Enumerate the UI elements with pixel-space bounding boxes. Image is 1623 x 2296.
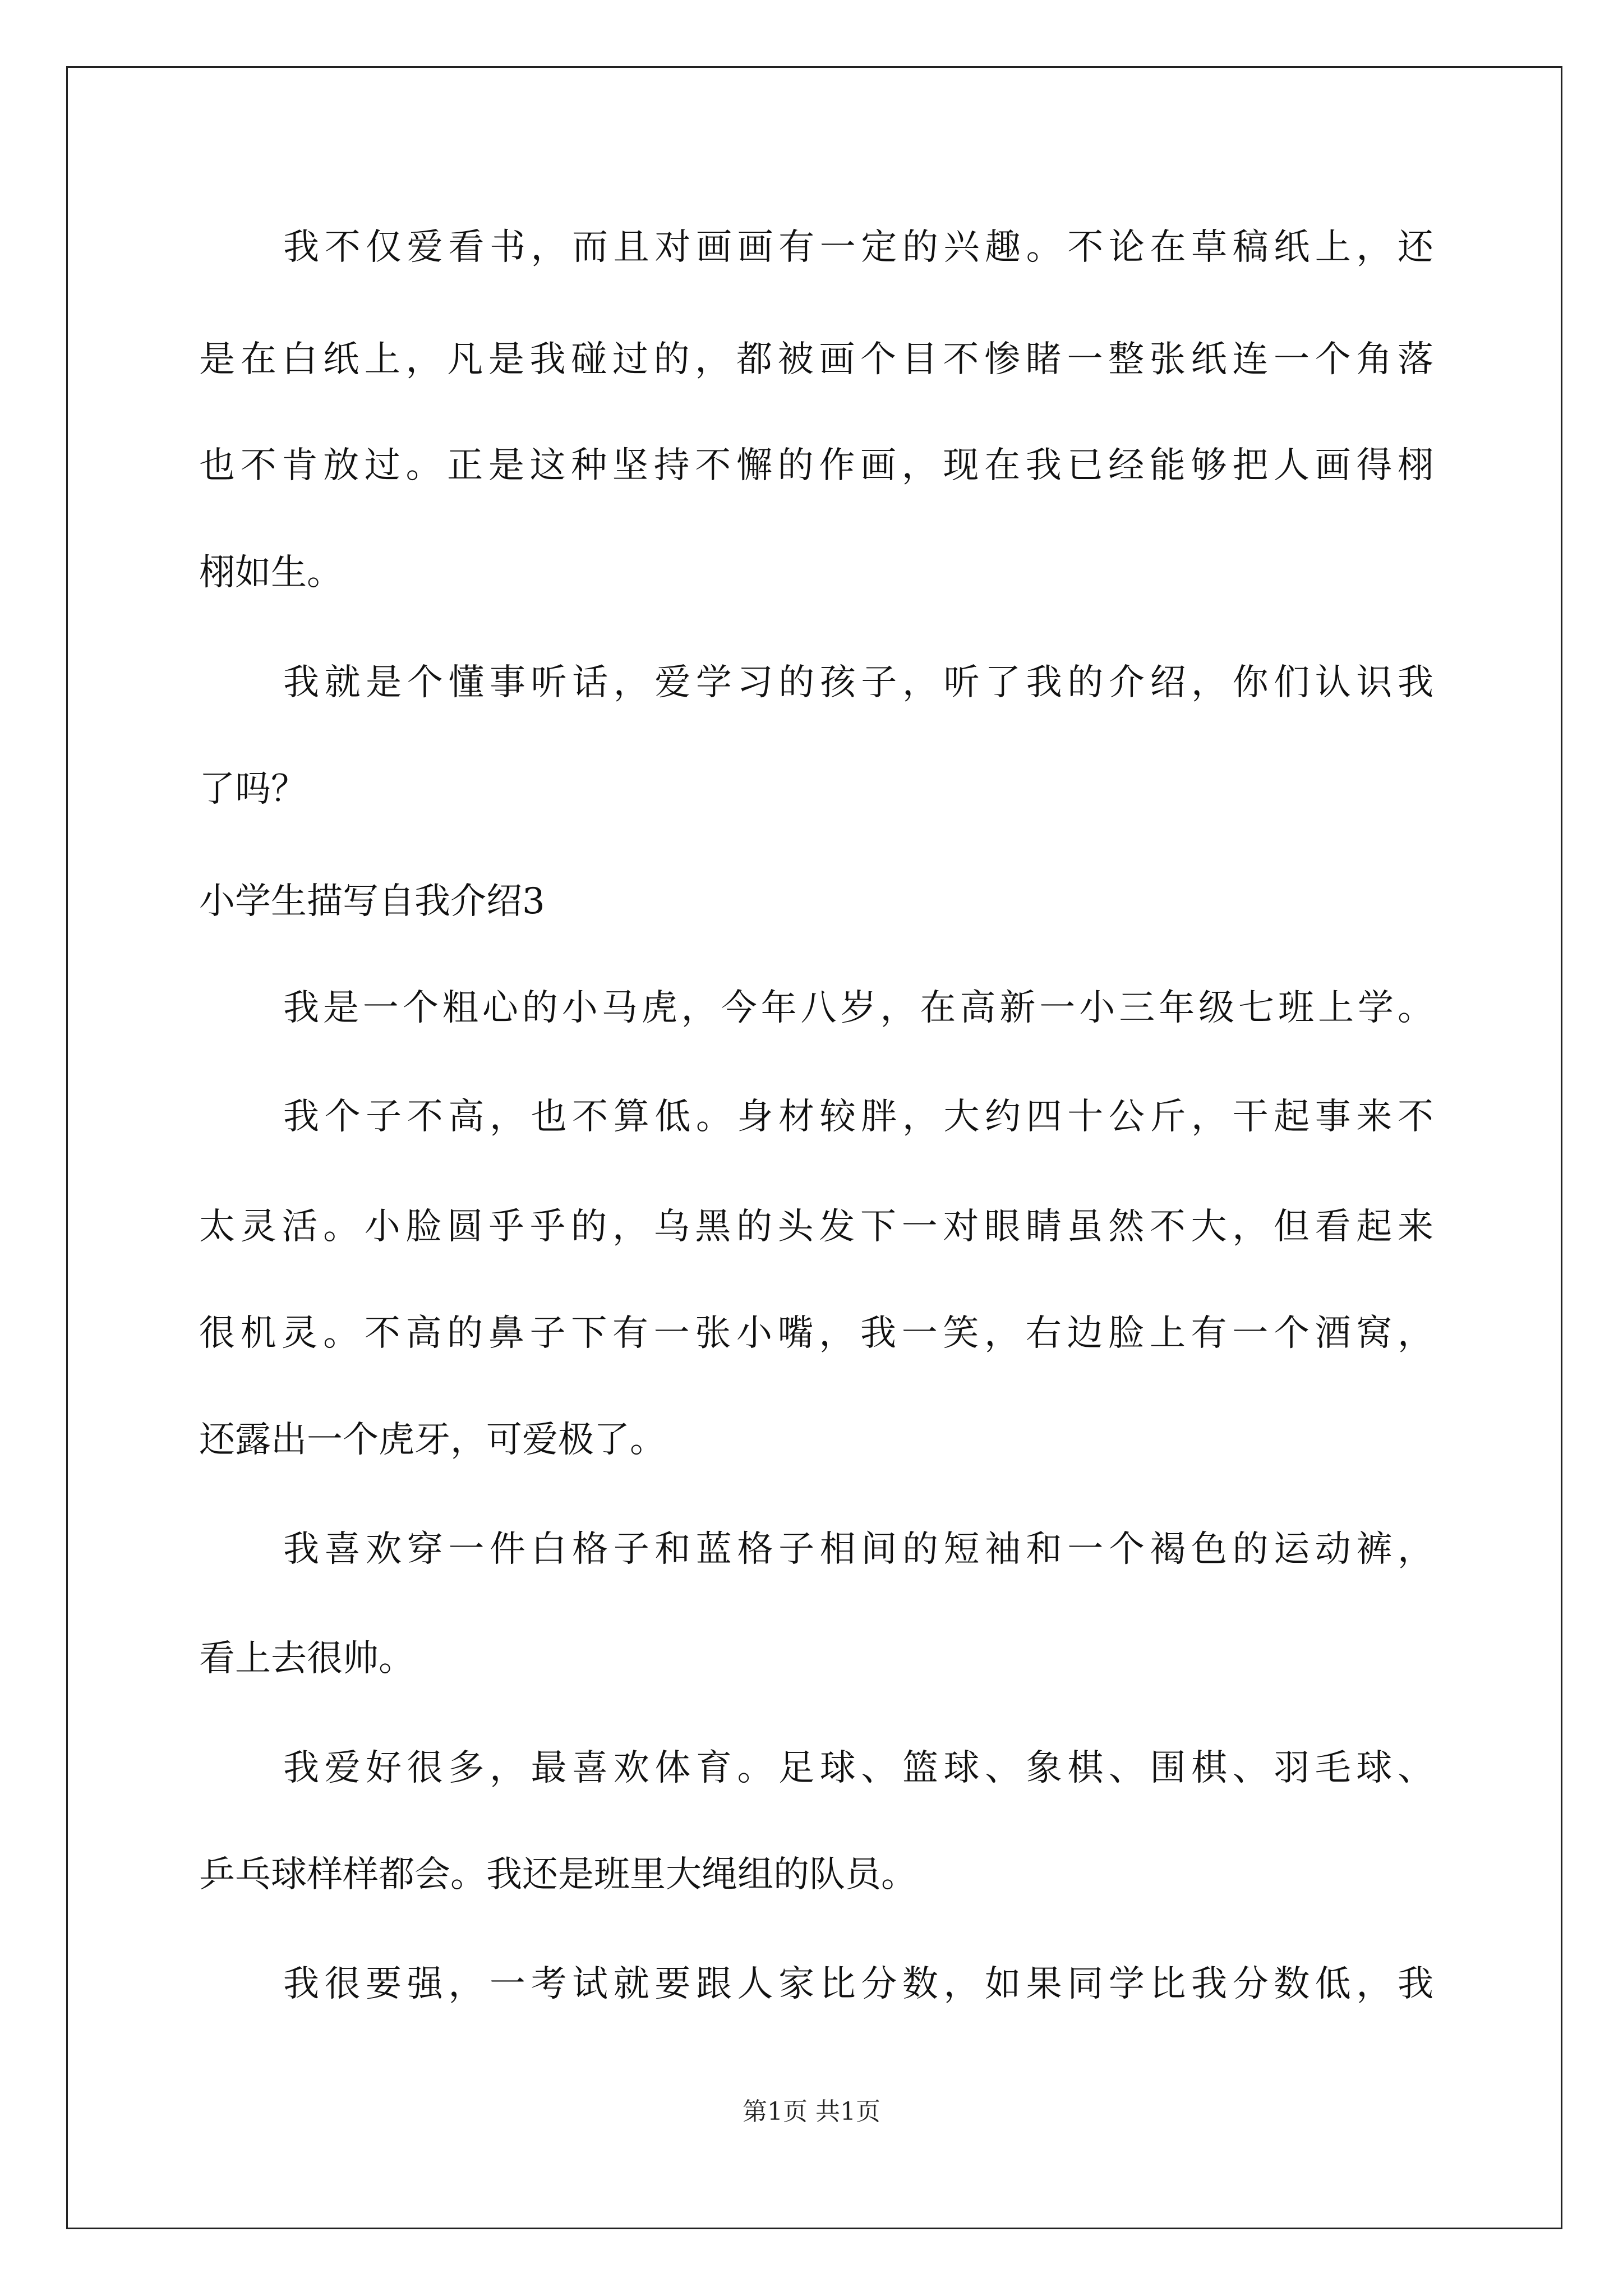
paragraph-line: 栩如生。 <box>199 552 343 593</box>
paragraph-line: 是在白纸上，凡是我碰过的，都被画个目不惨睹一整张纸连一个角落 <box>199 339 1433 380</box>
paragraph-line: 我个子不高，也不算低。身材较胖，大约四十公斤，干起事来不 <box>283 1096 1433 1138</box>
paragraph-line: 我爱好很多，最喜欢体育。足球、篮球、象棋、围棋、羽毛球、 <box>283 1747 1433 1789</box>
page-footer: 第1页 共1页 <box>743 2097 880 2126</box>
paragraph-line: 我很要强，一考试就要跟人家比分数，如果同学比我分数低，我 <box>283 1963 1433 2005</box>
paragraph-line: 我喜欢穿一件白格子和蓝格子相间的短袖和一个褐色的运动裤， <box>283 1529 1433 1570</box>
paragraph-line: 很机灵。不高的鼻子下有一张小嘴，我一笑，右边脸上有一个酒窝， <box>199 1313 1433 1354</box>
paragraph-line: 也不肯放过。正是这种坚持不懈的作画，现在我已经能够把人画得栩 <box>199 445 1433 486</box>
paragraph-line: 乒乓球样样都会。我还是班里大绳组的队员。 <box>199 1854 917 1895</box>
paragraph-line: 看上去很帅。 <box>199 1638 414 1680</box>
paragraph-line: 我就是个懂事听话，爱学习的孩子，听了我的介绍，你们认识我 <box>283 662 1433 703</box>
section-heading: 小学生描写自我介绍3 <box>199 881 545 922</box>
paragraph-line: 我不仅爱看书，而且对画画有一定的兴趣。不论在草稿纸上，还 <box>283 227 1433 268</box>
page-border <box>66 66 1562 2229</box>
paragraph-line: 我是一个粗心的小马虎，今年八岁，在高新一小三年级七班上学。 <box>283 987 1433 1029</box>
paragraph-line: 还露出一个虎牙，可爱极了。 <box>199 1419 666 1461</box>
paragraph-line: 了吗？ <box>199 769 307 810</box>
paragraph-line: 太灵活。小脸圆乎乎的，乌黑的头发下一对眼睛虽然不大，但看起来 <box>199 1206 1433 1248</box>
